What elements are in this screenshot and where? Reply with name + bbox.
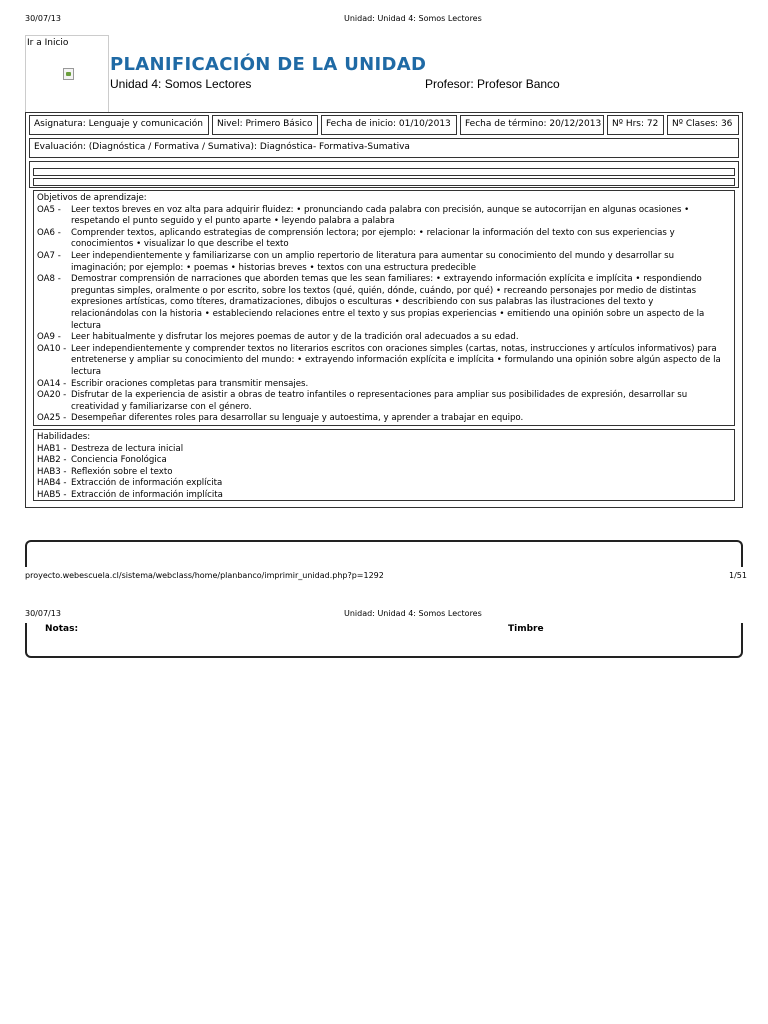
- objective-text: [71, 205, 731, 228]
- objective-text-line: Demostrar comprensión de narraciones que aborden temas que les sean familiares: • extrayendo información explícita e implícita • respondiendo: [71, 274, 702, 285]
- start-date-cell: Fecha de inicio: 01/10/2013: [321, 115, 457, 135]
- empty-row: [33, 178, 735, 186]
- stamp-label: Timbre: [508, 624, 544, 634]
- end-date-cell: Fecha de término: 20/12/2013: [460, 115, 604, 135]
- skill-text: Extracción de información implícita: [71, 489, 223, 500]
- level-cell: Nivel: Primero Básico: [212, 115, 318, 135]
- home-link[interactable]: Ir a Inicio: [27, 38, 69, 48]
- objective-code: OA8 -: [37, 274, 61, 285]
- objective-code: OA20 -: [37, 390, 67, 401]
- objective-text-line: Desempeñar diferentes roles para desarrollar su lenguaje y autoestima, y aprender a trabajar en equipo.: [71, 413, 524, 424]
- objective-text-line: relacionándolas con la historia • estableciendo relaciones entre el texto y sus propias experiencias • emitiendo una opinión sobre un aspecto de la: [71, 308, 705, 319]
- hours-cell: Nº Hrs: 72: [607, 115, 664, 135]
- skill-item: [37, 455, 731, 467]
- objective-text-line: imaginación; por ejemplo: • poemas • historias breves • textos con una estructura predecible: [71, 262, 477, 273]
- classes-cell: Nº Clases: 36: [667, 115, 739, 135]
- teacher-name: Profesor: Profesor Banco: [425, 77, 560, 91]
- empty-row: [33, 168, 735, 176]
- skill-item: [37, 444, 731, 456]
- objective-text-line: lectura: [71, 366, 102, 377]
- objective-text-line: Disfrutar de la experiencia de asistir a obras de teatro infantiles o representaciones para ampliar sus posibilidades de expresión, desarrollar su: [71, 390, 688, 401]
- objective-code: OA10 -: [37, 343, 67, 354]
- objective-text: [71, 332, 731, 344]
- objective-item: [37, 274, 731, 332]
- objectives-heading: Objetivos de aprendizaje:: [37, 193, 147, 203]
- objective-code: OA9 -: [37, 332, 61, 343]
- objective-text: [71, 344, 731, 379]
- objective-code: OA6 -: [37, 227, 61, 238]
- skill-code: HAB2 -: [37, 455, 67, 466]
- footer-page: 1/51: [729, 571, 747, 580]
- skill-code: HAB5 -: [37, 489, 67, 500]
- unit-name: Unidad 4: Somos Lectores: [110, 77, 252, 91]
- skill-code: HAB3 -: [37, 466, 67, 477]
- notes-box-top: [25, 540, 743, 567]
- footer-url: proyecto.webescuela.cl/sistema/webclass/home/planbanco/imprimir_unidad.php?p=1292: [25, 571, 384, 580]
- print-header-title: Unidad: Unidad 4: Somos Lectores: [344, 14, 482, 23]
- objective-text-line: expresiones artísticas, como títeres, dramatizaciones, dibujos o esculturas • describiendo con sus palabras las ilustraciones del texto y: [71, 297, 654, 308]
- objective-code: OA14 -: [37, 378, 67, 389]
- objective-text: [71, 274, 731, 332]
- skill-code: HAB4 -: [37, 478, 67, 489]
- skill-text: Reflexión sobre el texto: [71, 466, 173, 477]
- objective-text-line: Escribir oraciones completas para transmitir mensajes.: [71, 378, 309, 389]
- print-date-2: 30/07/13: [25, 609, 61, 618]
- evaluation-cell: Evaluación: (Diagnóstica / Formativa / Sumativa): Diagnóstica- Formativa-Sumativa: [29, 138, 739, 158]
- objective-text-line: lectura: [71, 320, 102, 331]
- objective-text: [71, 390, 731, 413]
- objective-text-line: preguntas simples, oralmente o por escrito, sobre los textos (qué, quién, dónde, cuándo, por qué) • recreando personajes por medio de distintas: [71, 285, 697, 296]
- objective-text: [71, 228, 731, 251]
- skill-text: Destreza de lectura inicial: [71, 443, 184, 454]
- objective-code: OA5 -: [37, 204, 61, 215]
- objective-item: [37, 413, 731, 425]
- broken-image-icon: [63, 68, 74, 80]
- objective-text-line: Comprender textos, aplicando estrategias de comprensión lectora; por ejemplo: • relacionar la información del texto con sus experiencias y: [71, 227, 675, 238]
- objective-item: [37, 251, 731, 274]
- objective-text-line: Leer independientemente y comprender textos no literarios escritos con oraciones simples (cartas, notas, instrucciones y artículos informativos) para: [71, 343, 717, 354]
- skill-text: Extracción de información explícita: [71, 478, 223, 489]
- print-header-title-2: Unidad: Unidad 4: Somos Lectores: [344, 609, 482, 618]
- objective-text: [71, 413, 731, 425]
- skill-code: HAB1 -: [37, 443, 67, 454]
- objective-text-line: Leer textos breves en voz alta para adquirir fluidez: • pronunciando cada palabra con precisión, aunque se autocorrijan en algunas ocasiones •: [71, 204, 690, 215]
- objective-text-line: respetando el punto seguido y el punto aparte • leyendo palabra a palabra: [71, 216, 395, 227]
- objective-code: OA25 -: [37, 413, 67, 424]
- notes-box-bottom: [25, 623, 743, 658]
- objective-text: [71, 251, 731, 274]
- skills-section: [33, 429, 735, 501]
- objective-text-line: Leer independientemente y familiarizarse con un amplio repertorio de literatura para aumentar su conocimiento del mundo y desarrollar su: [71, 250, 675, 261]
- objective-item: [37, 228, 731, 251]
- objective-text-line: Leer habitualmente y disfrutar los mejores poemas de autor y de la tradición oral adecuados a su edad.: [71, 332, 519, 343]
- skills-heading: Habilidades:: [37, 432, 91, 442]
- print-date: 30/07/13: [25, 14, 61, 23]
- objective-item: [37, 379, 731, 391]
- objective-text: [71, 379, 731, 391]
- objective-text-line: conocimientos • visualizar lo que describe el texto: [71, 239, 289, 250]
- skill-text: Conciencia Fonológica: [71, 455, 167, 466]
- skill-item: [37, 478, 731, 490]
- objective-text-line: entretenerse y ampliar su conocimiento del mundo: • extrayendo información explícita e implícita • formulando una opinión sobre algún aspecto de la: [71, 355, 721, 366]
- objectives-section: [33, 190, 735, 426]
- page-title: PLANIFICACIÓN DE LA UNIDAD: [110, 54, 427, 75]
- objective-code: OA7 -: [37, 250, 61, 261]
- subject-cell: Asignatura: Lenguaje y comunicación: [29, 115, 209, 135]
- notes-label: Notas:: [45, 624, 79, 634]
- objective-text-line: creatividad y familiarizarse con el género.: [71, 401, 252, 412]
- objective-item: [37, 390, 731, 413]
- skill-item: [37, 490, 731, 502]
- objective-item: [37, 205, 731, 228]
- skill-item: [37, 467, 731, 479]
- home-link-box[interactable]: [25, 35, 109, 113]
- objective-item: [37, 344, 731, 379]
- objective-item: [37, 332, 731, 344]
